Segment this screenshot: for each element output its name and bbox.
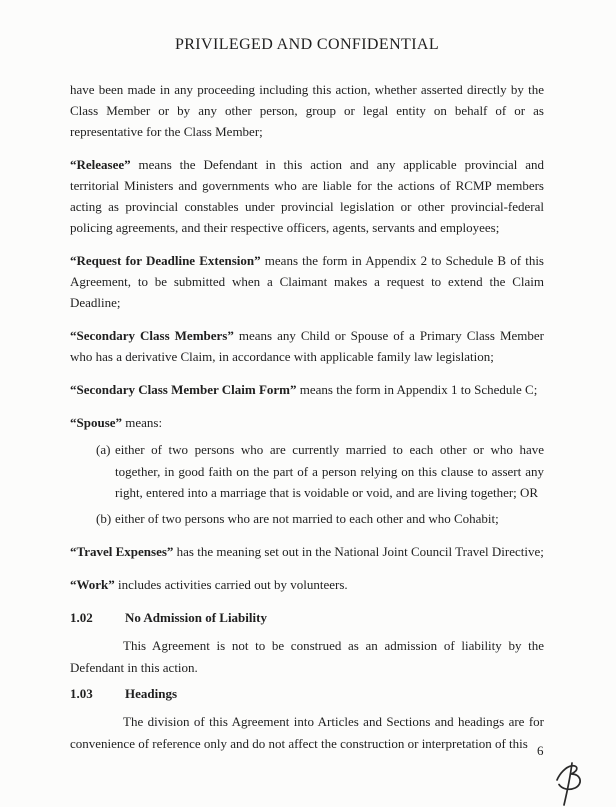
- definition-text-secondary-class-member-claim-form: means the form in Appendix 1 to Schedule C;: [296, 382, 538, 397]
- intro-paragraph: have been made in any proceeding including this action, whether asserted directly by the Class Member or by any other person, group or legal entity on behalf of or as representative for the Class Member;: [70, 82, 544, 139]
- definition-text-secondary-class-members: means any Child or Spouse of a Primary Class Member who has a derivative Claim, in accordance with applicable family law legislation;: [70, 328, 544, 364]
- definition-text-spouse: means:: [122, 415, 163, 430]
- definition-text-request-deadline-extension: means the form in Appendix 2 to Schedule B of this Agreement, to be submitted when a Claimant makes a request to extend the Claim Deadline;: [70, 253, 544, 310]
- section-body-1-03: The division of this Agreement into Articles and Sections and headings are for convenience of reference only and do not affect the construction or interpretation of this: [70, 714, 544, 751]
- section-number-1-02: 1.02: [70, 610, 93, 625]
- definition-request-deadline-extension: [70, 250, 544, 313]
- definition-releasee: [70, 154, 544, 238]
- clause-text-a: either of two persons who are currently married to each other or who have together, in good faith on the part of a person relying on this clause to assert any right, entered into a marriage that is voidable or void, and are living together; OR: [115, 442, 544, 500]
- definition-spouse: [70, 412, 544, 433]
- defined-term-releasee: “Releasee”: [70, 157, 131, 172]
- definition-text-travel-expenses: has the meaning set out in the National Joint Council Travel Directive;: [173, 544, 544, 559]
- section-title-1-03: Headings: [125, 686, 178, 701]
- defined-term-secondary-class-member-claim-form: “Secondary Class Member Claim Form”: [70, 382, 297, 397]
- section-heading-1-02: [70, 607, 544, 628]
- defined-term-request-deadline-extension: “Request for Deadline Extension”: [70, 253, 261, 268]
- defined-term-travel-expenses: “Travel Expenses”: [70, 544, 174, 559]
- section-title-1-02: No Admission of Liability: [125, 610, 267, 625]
- definition-text-releasee: means the Defendant in this action and any applicable provincial and territorial Ministers and governments who are liable for the actions of RCMP members acting as provincial constables under provincial legislation or other provincial-federal policing agreements, and their respective officers, agents, servants and employees;: [70, 157, 544, 235]
- defined-term-work: “Work”: [70, 577, 115, 592]
- definition-secondary-class-member-claim-form: [70, 379, 544, 400]
- definition-secondary-class-members: [70, 325, 544, 367]
- spouse-clause-b: [70, 508, 544, 530]
- section-body-1-02: This Agreement is not to be construed as an admission of liability by the Defendant in this action.: [70, 638, 544, 675]
- section-number-1-03: 1.03: [70, 686, 93, 701]
- defined-term-secondary-class-members: “Secondary Class Members”: [70, 328, 234, 343]
- defined-term-spouse: “Spouse”: [70, 415, 123, 430]
- section-heading-1-03: [70, 683, 544, 704]
- handwritten-initials-icon: [551, 761, 587, 807]
- clause-marker-a: (a): [96, 442, 111, 457]
- clause-text-b: either of two persons who are not married to each other and who Cohabit;: [115, 510, 499, 526]
- confidentiality-header: PRIVILEGED AND CONFIDENTIAL: [174, 36, 440, 53]
- clause-marker-b: (b): [96, 510, 112, 526]
- definition-text-work: includes activities carried out by volunteers.: [114, 577, 348, 592]
- page-content: [70, 34, 544, 759]
- definition-travel-expenses: [70, 541, 544, 562]
- page-number: 6: [537, 743, 544, 758]
- spouse-clause-a: [70, 439, 544, 504]
- definition-work: [70, 574, 544, 595]
